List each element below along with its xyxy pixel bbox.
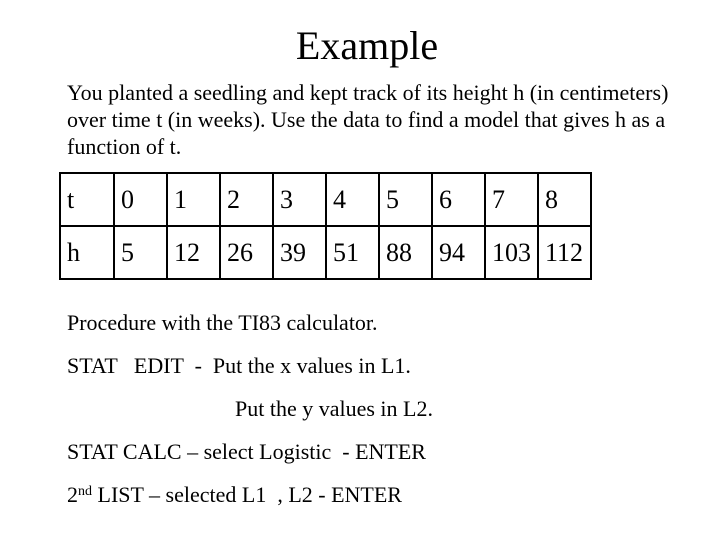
problem-statement: You planted a seedling and kept track of its height h (in centimeters) over time t (in weeks). Use the data to find a model that gives h as a function of t. — [67, 80, 669, 159]
table-cell: 94 — [432, 226, 485, 279]
table-cell: 1 — [167, 173, 220, 226]
table-cell: 51 — [326, 226, 379, 279]
procedure-heading: Procedure with the TI83 calculator. — [67, 310, 378, 335]
table-cell: 103 — [485, 226, 538, 279]
table-cell: 6 — [432, 173, 485, 226]
table-cell: 88 — [379, 226, 432, 279]
table-cell: 112 — [538, 226, 591, 279]
step-text: LIST – selected L1 , L2 - ENTER — [92, 482, 402, 507]
table-row-t — [60, 173, 591, 226]
row-label-t: t — [60, 173, 114, 226]
table-cell: 2 — [220, 173, 273, 226]
page-title: Example — [295, 23, 439, 68]
procedure-step-list — [67, 482, 402, 508]
table-cell: 3 — [273, 173, 326, 226]
table-cell: 5 — [379, 173, 432, 226]
procedure-step-calc: STAT CALC – select Logistic - ENTER — [67, 439, 426, 464]
ordinal-suffix: nd — [78, 484, 92, 499]
table-cell: 12 — [167, 226, 220, 279]
table-cell: 26 — [220, 226, 273, 279]
table-cell: 0 — [114, 173, 167, 226]
step-number: 2 — [67, 482, 78, 507]
data-table — [59, 172, 592, 280]
table-cell: 8 — [538, 173, 591, 226]
table-cell: 5 — [114, 226, 167, 279]
procedure-step-edit: STAT EDIT - Put the x values in L1. — [67, 353, 411, 378]
row-label-h: h — [60, 226, 114, 279]
procedure-step-y-values: Put the y values in L2. — [235, 396, 433, 421]
table-cell: 39 — [273, 226, 326, 279]
table-cell: 4 — [326, 173, 379, 226]
table-cell: 7 — [485, 173, 538, 226]
table-row-h — [60, 226, 591, 279]
